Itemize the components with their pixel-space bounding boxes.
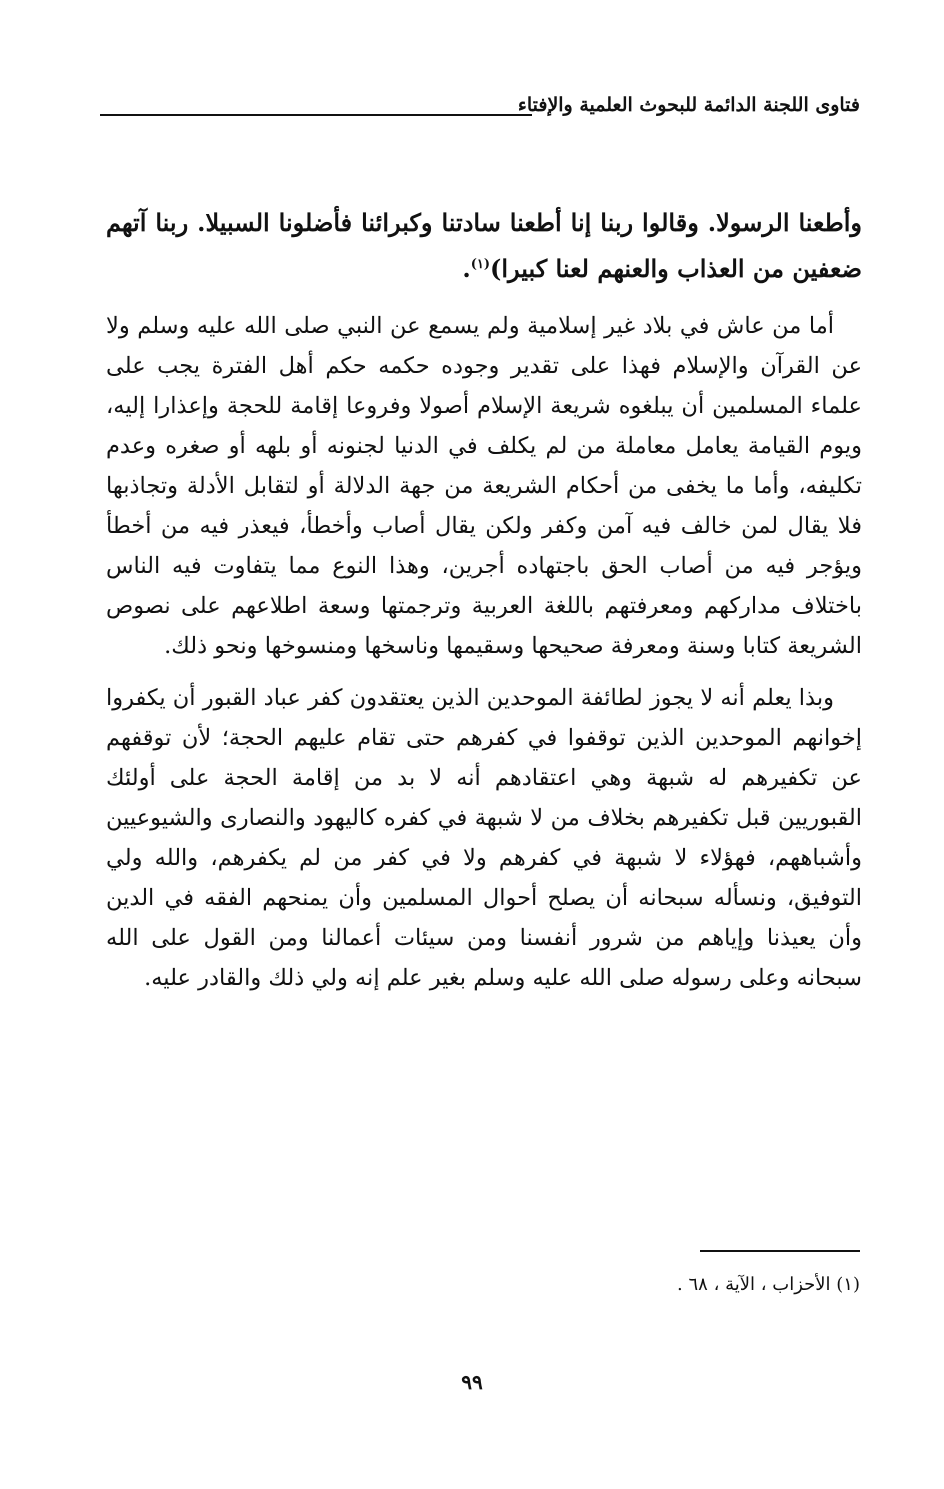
- header-rule: [100, 114, 532, 116]
- quran-verse: [106, 200, 862, 292]
- footnote: (١) الأحزاب ، الآية ، ٦٨ .: [677, 1274, 860, 1295]
- paragraph-2: وبذا يعلم أنه لا يجوز لطائفة الموحدين الذين يعتقدون كفر عباد القبور أن يكفروا إخوانهم الموحدين الذين توقفوا في كفرهم حتى تقام عليهم الحجة؛ لأن توقفهم عن تكفيرهم له شبهة وهي اعتقادهم أنه لا بد من إقامة الحجة على أولئك القبوريين قبل تكفيرهم بخلاف من لا شبهة في كفره كاليهود والنصارى والشيوعيين وأشباههم، فهؤلاء لا شبهة في كفرهم ولا في كفر من لم يكفرهم، والله ولي التوفيق، ونسأله سبحانه أن يصلح أحوال المسلمين وأن يمنحهم الفقه في الدين وأن يعيذنا وإياهم من شرور أنفسنا ومن سيئات أعمالنا ومن القول على الله سبحانه وعلى رسوله صلى الله عليه وسلم بغير علم إنه ولي ذلك والقادر عليه.: [106, 685, 862, 991]
- body-text: [106, 200, 862, 1010]
- paragraph-1: أما من عاش في بلاد غير إسلامية ولم يسمع عن النبي صلى الله عليه وسلم ولا عن القرآن والإسلام فهذا على تقدير وجوده حكمه حكم أهل الفترة يجب على علماء المسلمين أن يبلغوه شريعة الإسلام أصولا وفروعا إقامة للحجة وإعذارا إليه، ويوم القيامة يعامل معاملة من لم يكلف في الدنيا لجنونه أو بلهه أو صغره وعدم تكليفه، وأما ما يخفى من أحكام الشريعة من جهة الدلالة أو لتقابل الأدلة وتجاذبها فلا يقال لمن خالف فيه آمن وكفر ولكن يقال أصاب وأخطأ، فيعذر فيه من أخطأ ويؤجر فيه من أصاب الحق باجتهاده أجرين، وهذا النوع مما يتفاوت فيه الناس باختلاف مداركهم ومعرفتهم باللغة العربية وترجمتها وسعة اطلاعهم على نصوص الشريعة كتابا وسنة ومعرفة صحيحها وسقيمها وناسخها ومنسوخها ونحو ذلك.: [106, 313, 862, 659]
- page-number: ٩٩: [461, 1370, 483, 1394]
- footnote-separator: [700, 1250, 860, 1252]
- running-header: [100, 92, 860, 126]
- verse-end: .: [462, 254, 471, 283]
- verse-text: وأطعنا الرسولا. وقالوا ربنا إنا أطعنا سادتنا وكبرائنا فأضلونا السبيلا. ربنا آتهم ضعفين من العذاب والعنهم لعنا كبيرا): [106, 208, 862, 283]
- footnote-marker[interactable]: (١): [470, 257, 491, 272]
- header-title: فتاوى اللجنة الدائمة للبحوث العلمية والإفتاء: [517, 94, 860, 116]
